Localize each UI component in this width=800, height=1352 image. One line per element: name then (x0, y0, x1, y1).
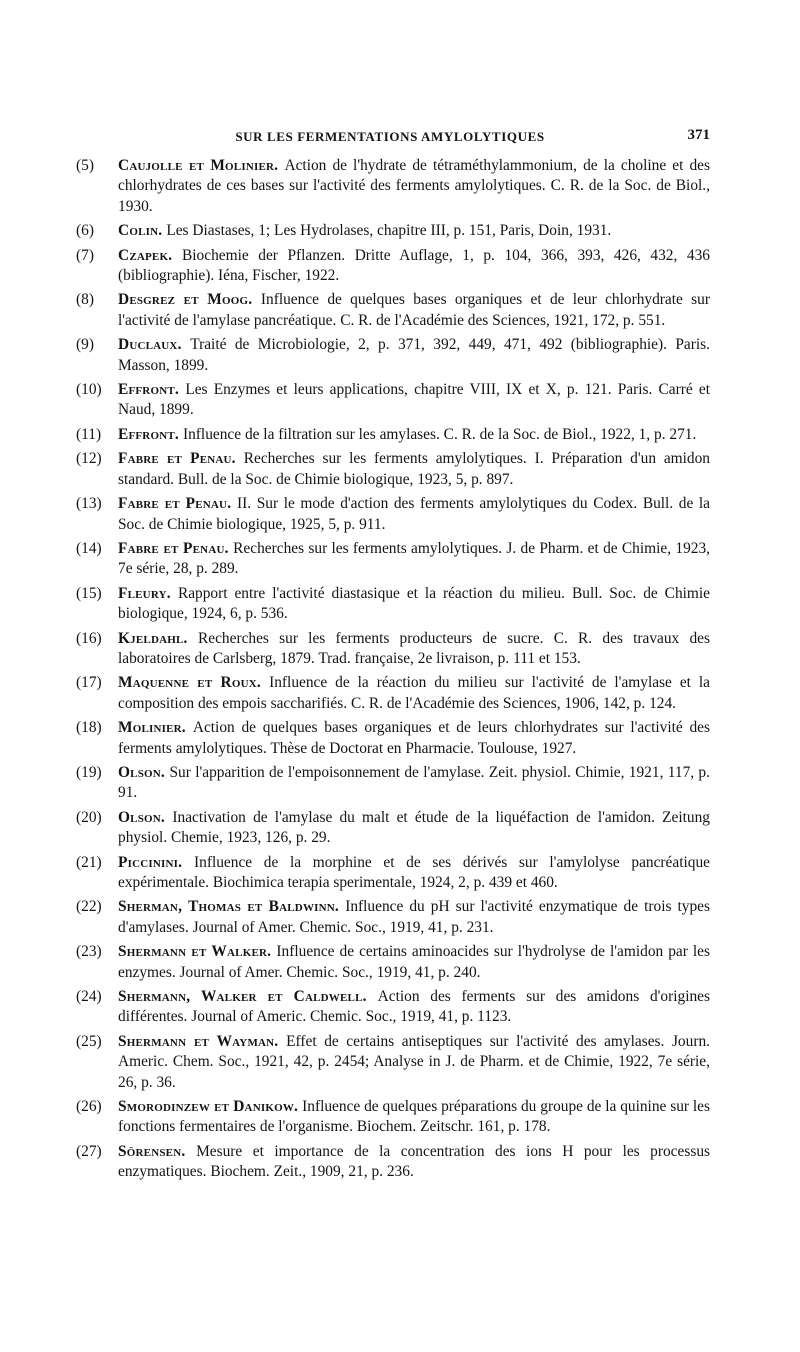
reference-item (76, 897, 710, 938)
reference-number: (23) (76, 943, 102, 961)
reference-number: (20) (76, 808, 102, 826)
reference-number: (15) (76, 584, 102, 602)
reference-item (76, 335, 710, 376)
reference-author: Piccinini. (118, 853, 195, 871)
reference-item (76, 156, 710, 217)
reference-text: Recherches sur les ferments amylolytiques. J. de Pharm. et de Chimie, 1923, 7e série, 28, p. 289. (118, 539, 711, 578)
reference-author: Fabre et Penau. (118, 495, 238, 513)
reference-text: Sur l'apparition de l'empoisonnement de l'amylase. Zeit. physiol. Chimie, 1921, 117, p. 91. (118, 763, 710, 802)
reference-item (76, 763, 710, 804)
reference-text: Traité de Microbiologie, 2, p. 371, 392, 449, 471, 492 (bibliographie). Paris. Masson, 1899. (118, 336, 710, 374)
reference-item (76, 718, 710, 759)
reference-author: Fleury. (118, 584, 178, 602)
reference-number: (14) (76, 539, 102, 557)
reference-author: Fabre et Penau. (118, 450, 244, 468)
reference-number: (19) (76, 763, 102, 781)
reference-number: (13) (76, 495, 102, 513)
reference-item (76, 425, 710, 445)
reference-item (76, 987, 710, 1028)
reference-text: Effet de certains antiseptiques sur l'activité des amylases. Journ. Americ. Chem. Soc., 1921, 42, p. 2454; Analyse in J. de Pharm. et de Chimie, 1922, 7e série, 26, p. 36. (118, 1032, 710, 1091)
reference-number: (17) (76, 674, 102, 692)
reference-number: (26) (76, 1098, 102, 1116)
reference-number: (18) (76, 719, 102, 737)
running-title: SUR LES FERMENTATIONS AMYLOLYTIQUES (235, 129, 545, 144)
reference-author: Olson. (118, 808, 173, 826)
reference-author: Shermann et Wayman. (118, 1032, 287, 1050)
reference-text: Action des ferments sur des amidons d'origines différentes. Journal of Americ. Chemic. Soc., 1919, 41, p. 1123. (118, 988, 710, 1026)
reference-item (76, 808, 710, 849)
reference-text: Influence de la filtration sur les amylases. C. R. de la Soc. de Biol., 1922, 1, p. 271. (182, 425, 697, 443)
reference-author: Kjeldahl. (118, 629, 198, 647)
reference-author: Colin. (118, 222, 167, 240)
reference-item (76, 1097, 710, 1138)
reference-author: Desgrez et Moog. (118, 291, 261, 309)
reference-text: Influence de quelques préparations du groupe de la quinine sur les fonctions fermentaires de l'organisme. Biochem. Zeitschr. 161, p. 178. (118, 1098, 710, 1136)
reference-text: Influence de quelques bases organiques et de leur chlorhydrate sur l'activité de l'amylase pancréatique. C. R. de l'Académie des Sciences, 1921, 172, p. 551. (118, 291, 710, 329)
reference-author: Fabre et Penau. (118, 539, 234, 557)
reference-list (76, 156, 710, 1187)
reference-number: (27) (76, 1142, 102, 1160)
reference-author: Shermann, Walker et Caldwell. (118, 988, 378, 1006)
reference-item (76, 539, 710, 580)
reference-item (76, 1142, 710, 1183)
reference-number: (8) (76, 291, 94, 309)
reference-text: Influence de la réaction du milieu sur l'activité de l'amylase et la composition des empois saccharifiés. C. R. de l'Académie des Sciences, 1906, 142, p. 124. (118, 674, 710, 712)
reference-text: Recherches sur les ferments amylolytiques. I. Préparation d'un amidon standard. Bull. de la Soc. de Chimie biologique, 1923, 5, p. 897. (118, 450, 710, 488)
reference-number: (6) (76, 222, 94, 240)
reference-number: (5) (76, 157, 94, 174)
reference-author: Smorodinzew et Danikow. (118, 1098, 303, 1116)
reference-item (76, 1032, 710, 1093)
reference-text: Action de quelques bases organiques et de leurs chlorhydrates sur l'activité des ferments amylolytiques. Thèse de Doctorat en Pharmacie. Toulouse, 1927. (118, 719, 710, 757)
reference-number: (11) (76, 425, 102, 443)
running-head (70, 127, 710, 149)
reference-text: Influence de certains aminoacides sur l'hydrolyse de l'amidon par les enzymes. Journal of Amer. Chemic. Soc., 1919, 41, p. 240. (118, 943, 710, 981)
reference-item (76, 246, 710, 287)
reference-item (76, 380, 710, 421)
reference-item (76, 853, 710, 894)
reference-author: Olson. (118, 763, 170, 781)
reference-text: Influence du pH sur l'activité enzymatique de trois types d'amylases. Journal of Amer. Chemic. Soc., 1919, 41, p. 231. (118, 898, 710, 936)
reference-number: (22) (76, 898, 102, 916)
reference-text: II. Sur le mode d'action des ferments amylolytiques du Codex. Bull. de la Soc. de Chimie biologique, 1925, 5, p. 911. (118, 495, 710, 533)
reference-number: (12) (76, 450, 102, 468)
page-number: 371 (687, 127, 710, 143)
reference-author: Sörensen. (118, 1142, 197, 1160)
reference-text: Recherches sur les ferments producteurs de sucre. C. R. des travaux des laboratoires de Carlsberg, 1879. Trad. française, 2e livraison, p. 111 et 153. (118, 629, 710, 667)
reference-item (76, 494, 710, 535)
reference-number: (7) (76, 246, 94, 264)
reference-item (76, 221, 710, 241)
reference-author: Czapek. (118, 246, 183, 264)
reference-text: Rapport entre l'activité diastasique et la réaction du milieu. Bull. Soc. de Chimie biologique, 1924, 6, p. 536. (118, 584, 710, 623)
reference-author: Maquenne et Roux. (118, 674, 270, 692)
reference-author: Effront. (118, 425, 183, 443)
reference-number: (24) (76, 988, 102, 1006)
reference-author: Shermann et Walker. (118, 943, 277, 961)
reference-item (76, 290, 710, 331)
reference-author: Effront. (118, 381, 186, 399)
reference-item (76, 942, 710, 983)
reference-author: Molinier. (118, 719, 193, 737)
reference-author: Caujolle et Molinier. (118, 157, 285, 174)
reference-text: Les Diastases, 1; Les Hydrolases, chapitre III, p. 151, Paris, Doin, 1931. (166, 222, 612, 240)
reference-text: Influence de la morphine et de ses dérivés sur l'amylolyse pancréatique expérimentale. Biochimica terapia sperimentale, 1924, 2, p. 439 et 460. (118, 853, 710, 891)
reference-text: Les Enzymes et leurs applications, chapitre VIII, IX et X, p. 121. Paris. Carré et Naud, 1899. (118, 381, 710, 419)
reference-item (76, 449, 710, 490)
reference-text: Mesure et importance de la concentration des ions H pour les processus enzymatiques. Biochem. Zeit., 1909, 21, p. 236. (118, 1142, 711, 1181)
reference-item (76, 673, 710, 714)
reference-number: (10) (76, 381, 102, 399)
reference-author: Duclaux. (118, 336, 191, 354)
reference-number: (21) (76, 853, 102, 871)
reference-item (76, 629, 710, 670)
reference-number: (16) (76, 629, 102, 647)
reference-item (76, 584, 710, 625)
reference-number: (25) (76, 1032, 102, 1050)
reference-author: Sherman, Thomas et Baldwinn. (118, 898, 346, 916)
reference-number: (9) (76, 336, 94, 354)
reference-text: Biochemie der Pflanzen. Dritte Auflage, 1, p. 104, 366, 393, 426, 432, 436 (bibliographie). Iéna, Fischer, 1922. (118, 246, 710, 285)
reference-text: Inactivation de l'amylase du malt et étude de la liquéfaction de l'amidon. Zeitung physiol. Chemie, 1923, 126, p. 29. (118, 808, 710, 847)
reference-text: Action de l'hydrate de tétraméthylammonium, de la choline et des chlorhydrates de ces bases sur l'activité des ferments amylolytiques. C. R. de la Soc. de Biol., 1930. (118, 157, 710, 215)
